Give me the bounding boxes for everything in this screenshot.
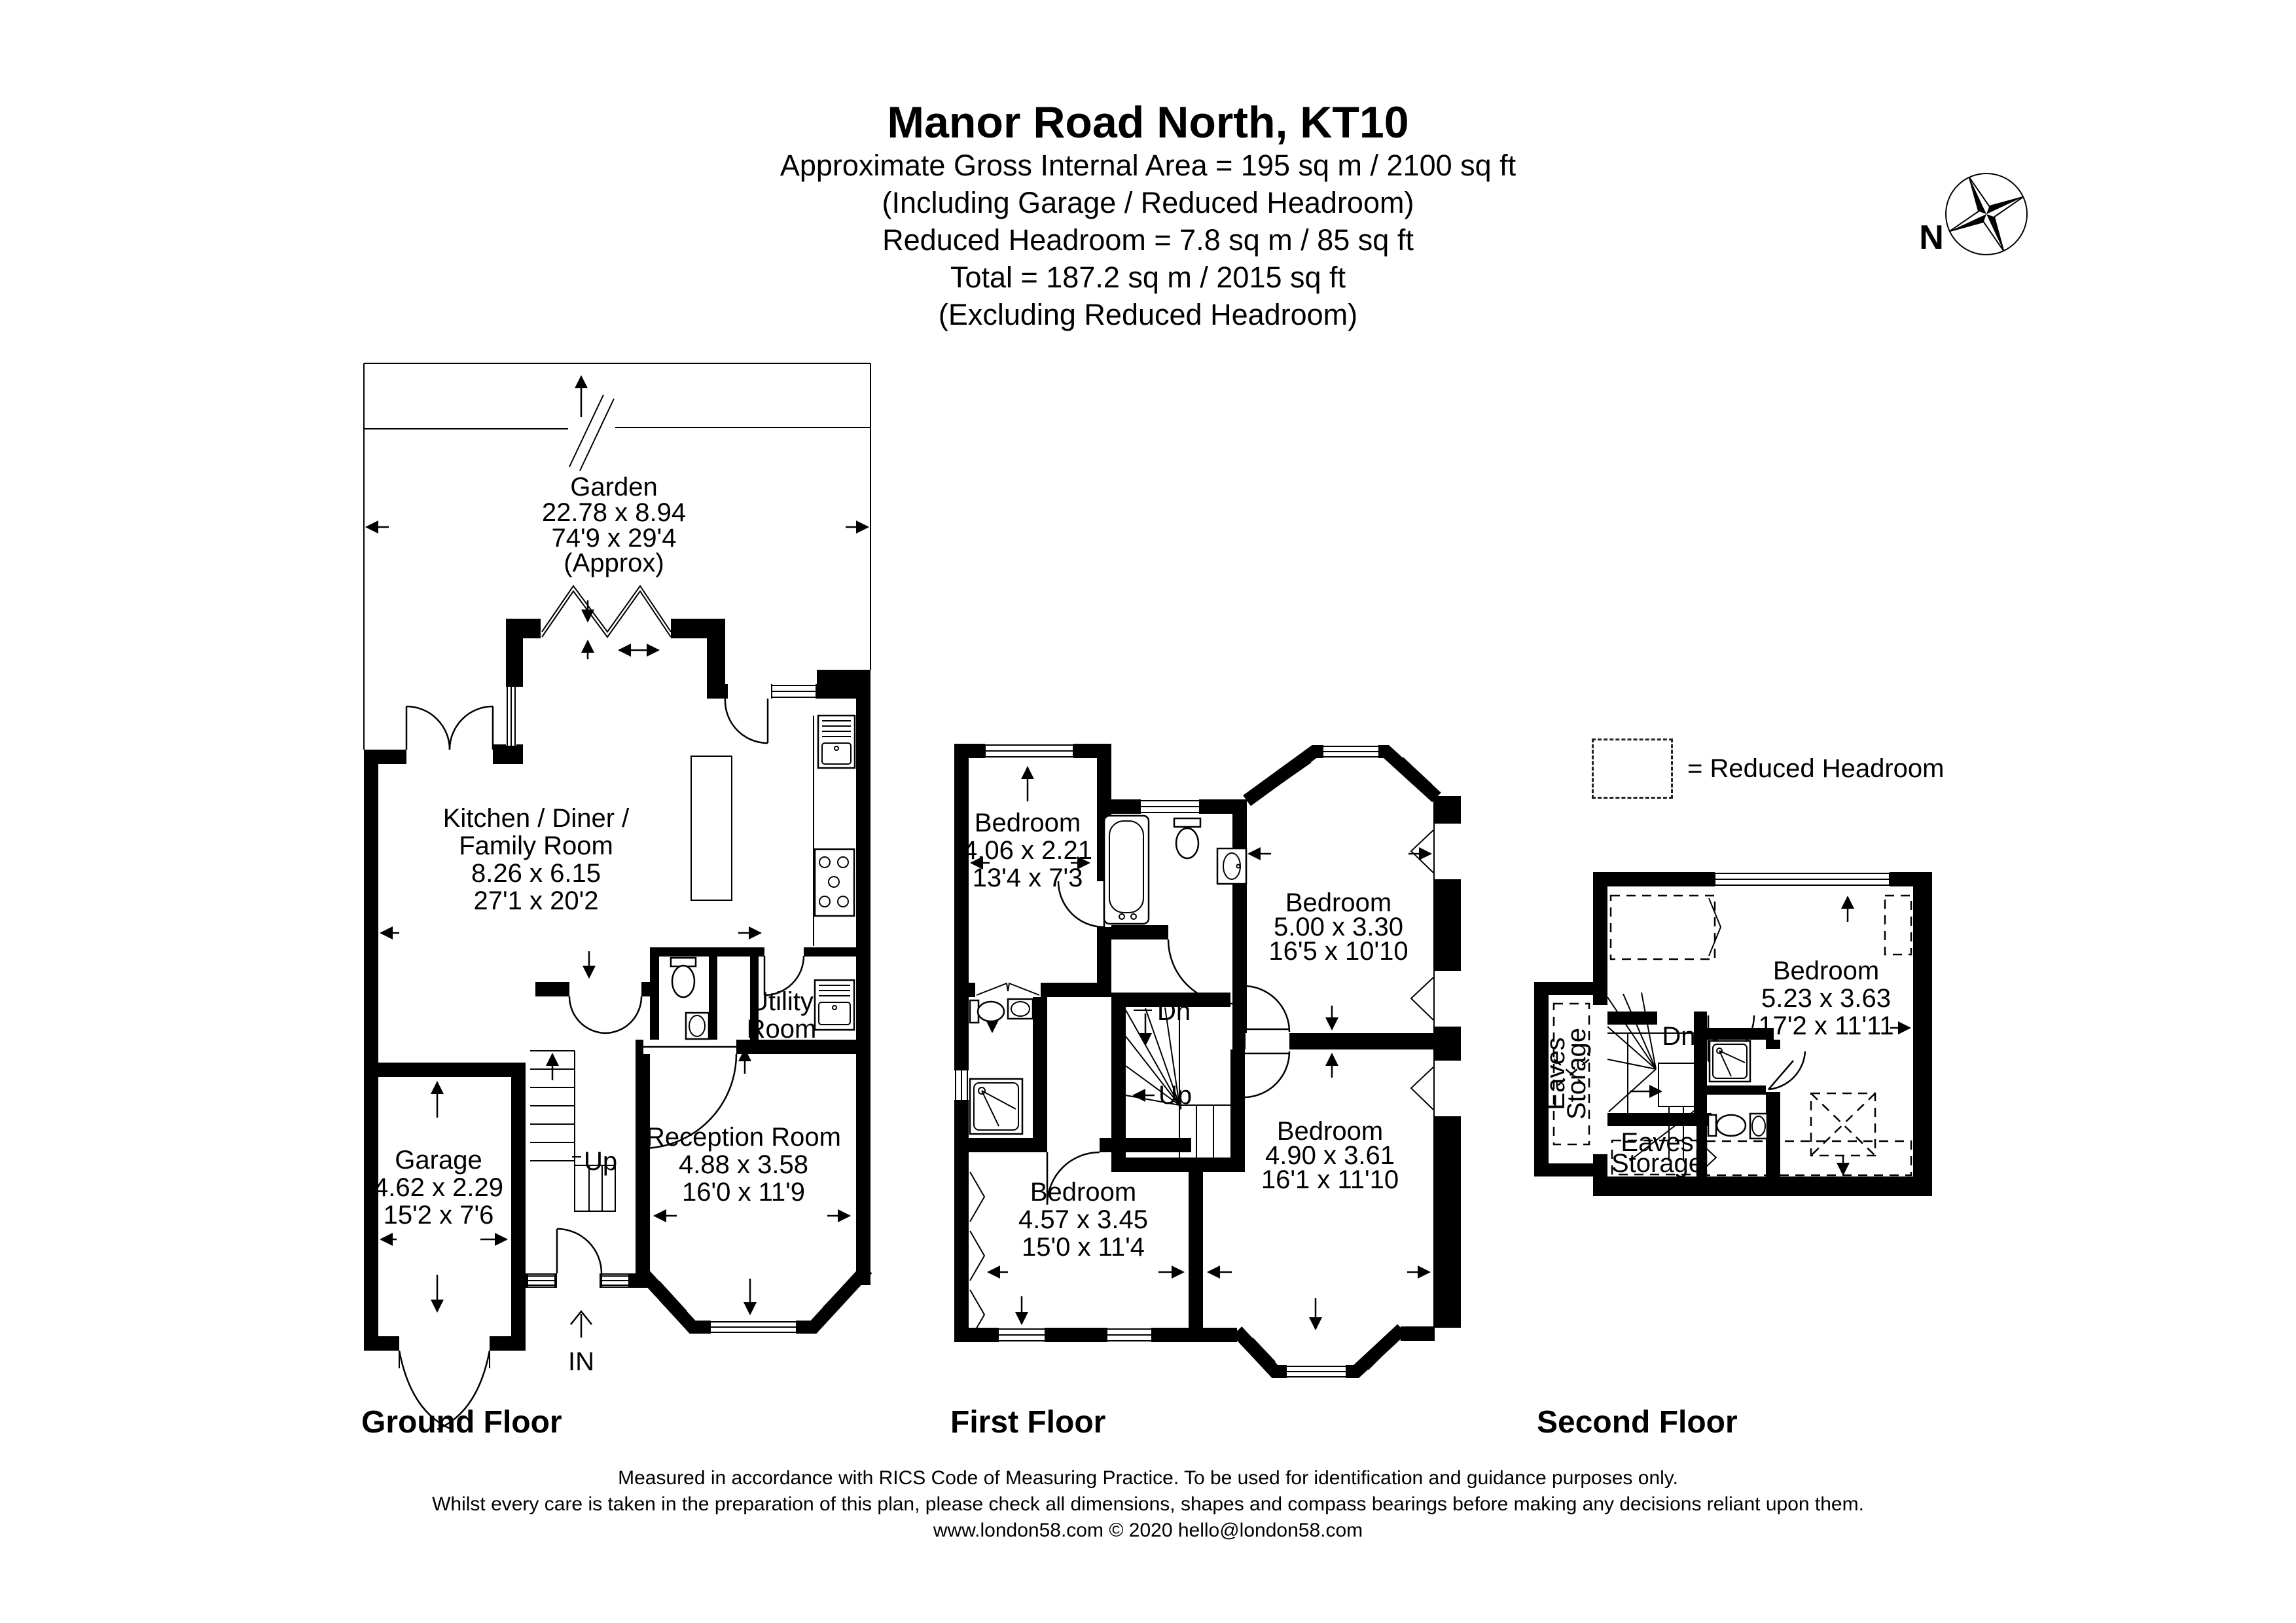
reduced-headroom-legend-swatch [1592,739,1673,799]
reception-name: Reception Room [646,1123,841,1152]
sf-bedroom-name: Bedroom [1772,957,1880,985]
compass-icon [1908,160,2065,275]
garden-metric: 22.78 x 8.94 [541,498,687,527]
sf-eaves-left-line2: Storage [1562,1027,1591,1120]
toilet-icon [1174,818,1200,858]
bath-icon [1104,816,1149,924]
sf-eaves-bottom-line2: Storage [1611,1149,1704,1178]
ff-bedroom4-imperial: 16'1 x 11'10 [1261,1165,1399,1194]
toilet-icon [671,958,696,997]
ff-dn-label: Dn [1157,997,1191,1026]
window [506,687,516,746]
ff-bed3-bed4-wall [1189,1158,1203,1328]
sf-eaves-left-line1: Eaves [1541,1037,1570,1110]
ff-bathroom [1104,816,1246,1004]
sf-bedroom-imperial: 17'2 x 11'11 [1758,1012,1894,1040]
ff-bedroom1-name: Bedroom [974,809,1081,837]
toilet-icon [1708,1115,1746,1136]
sf-eaves-bottom-line1: Eaves [1621,1128,1694,1157]
ff-divider [1232,986,1433,1097]
entrance [526,1229,650,1376]
french-doors-icon [406,706,493,750]
compass-north-label: N [1919,219,1944,257]
reception-imperial: 16'0 x 11'9 [681,1178,806,1207]
second-floor-caption: Second Floor [1537,1405,1738,1440]
second-floor-plan [1532,863,1950,1230]
garage-imperial: 15'2 x 7'6 [383,1201,494,1230]
window [985,745,1073,757]
garden-room [367,473,868,577]
utility-name1: Utility [749,987,814,1016]
utility-room [747,987,817,1044]
ff-bedroom3-metric: 4.57 x 3.45 [1018,1205,1148,1234]
ff-bottom-bay-window [1237,1298,1402,1378]
total-line: Total = 187.2 sq m / 2015 sq ft [950,261,1346,294]
page-title: Manor Road North, KT10 [887,98,1409,147]
first-floor-plan [949,739,1466,1432]
up-label-group [572,1147,617,1176]
toilet-icon [970,1000,1004,1023]
bifold-doors-icon [542,586,671,659]
footer-disclaimer [0,1465,2296,1544]
kitchen-metric: 8.26 x 6.15 [471,859,601,888]
ff-bedroom1-metric: 4.06 x 2.21 [963,836,1092,865]
sf-eaves-bottom [1611,1128,1703,1178]
footer-line3: www.london58.com © 2020 hello@london58.com [933,1520,1363,1541]
double-doors-icon [569,951,641,1033]
ff-top-bay-window [1247,745,1437,801]
utility-name2: Room [746,1015,817,1044]
ff-up-label: Up [1158,1081,1193,1110]
ground-floor-plan [359,357,876,1444]
footer-line1: Measured in accordance with RICS Code of Measuring Practice. To be used for identification and guidance purposes only. [618,1467,1678,1489]
utility-sink-icon [815,980,854,1030]
ground-floor-caption: Ground Floor [361,1405,562,1440]
door-icon [1244,986,1289,1032]
ff-bedroom2-metric: 5.00 x 3.30 [1274,913,1403,941]
window [1411,824,1461,879]
in-label: IN [568,1347,594,1376]
window [1107,1329,1151,1341]
window [1411,971,1461,1027]
gf-up-label: Up [584,1147,618,1176]
basin-icon [1217,848,1246,884]
ff-bedroom2-imperial: 16'5 x 10'10 [1268,937,1408,966]
reception-metric: 4.88 x 3.58 [679,1150,808,1179]
first-floor-caption: First Floor [950,1405,1106,1440]
garage-metric: 4.62 x 2.29 [374,1173,503,1202]
footer-line2: Whilst every care is taken in the preparation of this plan, please check all dimensions, shapes and compass bearings before making any decisions reliant upon them. [432,1493,1864,1515]
kitchen-room [381,804,761,933]
window [602,1275,628,1286]
sf-dn-label: Dn [1662,1022,1696,1051]
ff-bedroom4-name: Bedroom [1276,1117,1384,1146]
shower-icon [970,1079,1022,1134]
reception-room [636,1054,867,1334]
garage-name: Garage [395,1146,482,1175]
sf-eaves-left [1541,1028,1591,1120]
basin-icon [686,1013,709,1039]
kitchen-sink-icon [818,716,855,768]
ff-bedroom3-name: Bedroom [1030,1178,1137,1207]
hob-icon [815,849,854,916]
reduced-headroom-line: Reduced Headroom = 7.8 sq m / 85 sq ft [882,223,1414,257]
closet-doors-icon [970,1172,984,1340]
sf-bedroom [1758,897,1910,1175]
basin-icon [1750,1114,1767,1139]
kitchen-name2: Family Room [459,831,613,860]
kitchen-island-icon [691,756,732,900]
stairs-icon [530,1051,618,1211]
garden-imperial: 74'9 x 29'4 [551,524,677,553]
ff-bedroom2 [1249,854,1431,966]
ff-right-wall [1411,796,1461,1328]
in-arrow-icon [571,1311,592,1338]
kitchen-name1: Kitchen / Diner / [442,804,630,833]
basin-icon [1008,999,1033,1019]
including-line: (Including Garage / Reduced Headroom) [882,186,1414,219]
garden-approx: (Approx) [564,549,664,577]
front-door-icon [557,1229,601,1273]
ff-bedroom2-name: Bedroom [1285,888,1392,917]
ff-bedroom3 [970,1172,1183,1340]
window [772,684,816,699]
ff-bedroom3-imperial: 15'0 x 11'4 [1021,1233,1145,1262]
window [1141,801,1199,812]
door-icon [1768,1051,1805,1089]
window [954,1070,969,1100]
window [999,1329,1045,1341]
ff-bedroom4-metric: 4.90 x 3.61 [1265,1141,1395,1170]
reduced-headroom-legend-label: = Reduced Headroom [1687,754,1945,783]
sf-shower-icon [1710,1041,1750,1082]
window [528,1275,554,1286]
excluding-line: (Excluding Reduced Headroom) [938,298,1358,331]
boundary-break-icon [569,395,614,471]
door-icon [1244,1051,1289,1097]
garden-name: Garden [570,473,658,501]
ff-bedroom1-imperial: 13'4 x 7'3 [972,864,1083,892]
garage-room [374,1082,507,1311]
window [1411,1061,1461,1116]
window [1715,873,1890,885]
gross-area-line: Approximate Gross Internal Area = 195 sq m / 2100 sq ft [780,149,1516,182]
kitchen-imperial: 27'1 x 20'2 [473,886,599,915]
sf-bedroom-metric: 5.23 x 3.63 [1761,984,1891,1013]
rear-door-icon [725,699,768,743]
